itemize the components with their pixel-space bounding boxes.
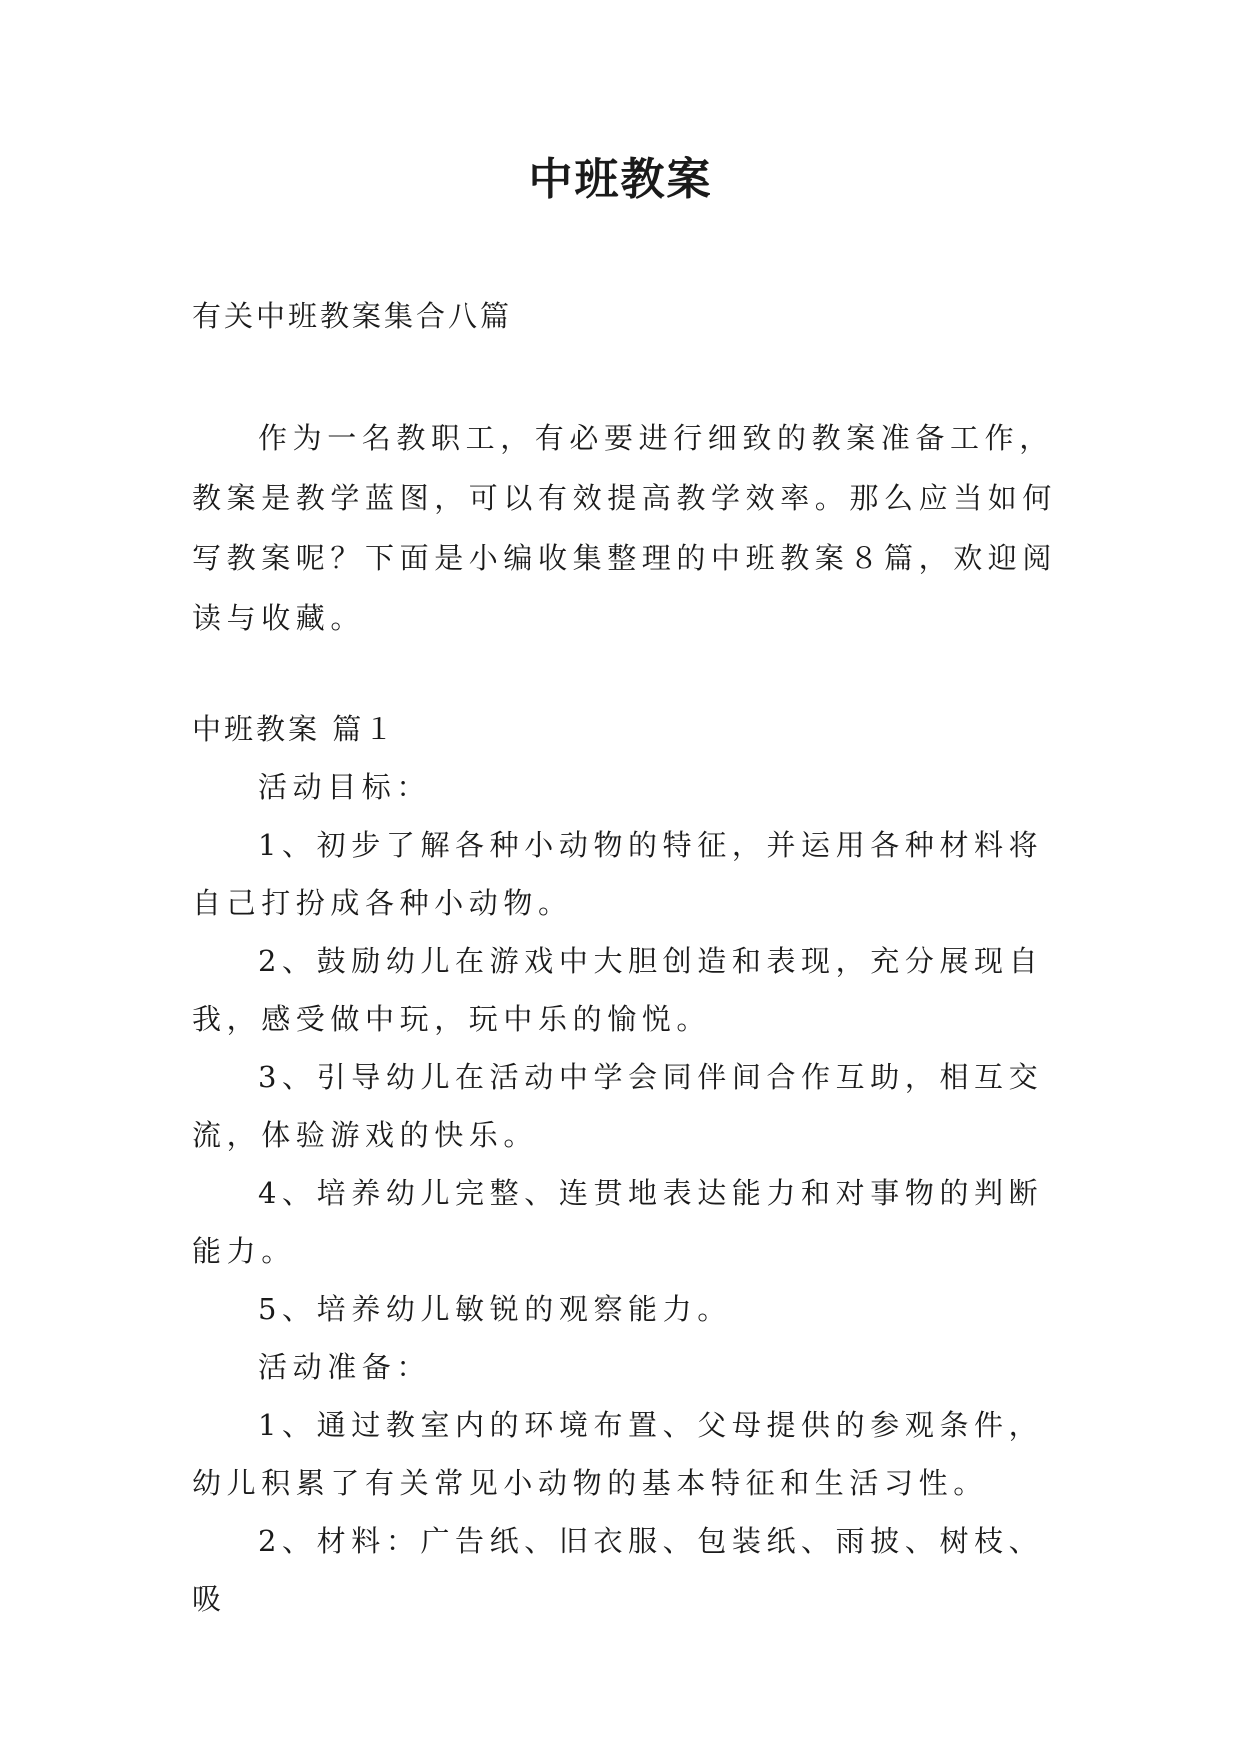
activity-prep-heading: 活动准备：: [258, 1350, 432, 1384]
goal-item: 2、鼓励幼儿在游戏中大胆创造和表现，充分展现自我，感受做中玩，玩中乐的愉悦。: [192, 944, 1044, 1036]
goal-item: 5、培养幼儿敏锐的观察能力。: [258, 1292, 732, 1326]
section-1: [192, 700, 1077, 1628]
prep-item: 2、材料：广告纸、旧衣服、包装纸、雨披、树枝、吸: [192, 1524, 1044, 1616]
goal-item: 1、初步了解各种小动物的特征，并运用各种材料将自己打扮成各种小动物。: [192, 828, 1044, 920]
goal-item: 3、引导幼儿在活动中学会同伴间合作互助，相互交流，体验游戏的快乐。: [192, 1060, 1044, 1152]
goal-item: 4、培养幼儿完整、连贯地表达能力和对事物的判断能力。: [192, 1176, 1044, 1268]
prep-item: 1、通过教室内的环境布置、父母提供的参观条件，幼儿积累了有关常见小动物的基本特征和生活习性。: [192, 1408, 1044, 1500]
intro-paragraph: 作为一名教职工，有必要进行细致的教案准备工作，教案是教学蓝图，可以有效提高教学效率。那么应当如何写教案呢？下面是小编收集整理的中班教案８篇，欢迎阅读与收藏。: [192, 421, 1058, 635]
activity-goals-heading: 活动目标：: [258, 770, 432, 804]
document-subtitle: 有关中班教案集合八篇: [192, 299, 513, 333]
document-title: 中班教案: [528, 154, 713, 205]
section-heading: 中班教案 篇１: [192, 712, 397, 746]
